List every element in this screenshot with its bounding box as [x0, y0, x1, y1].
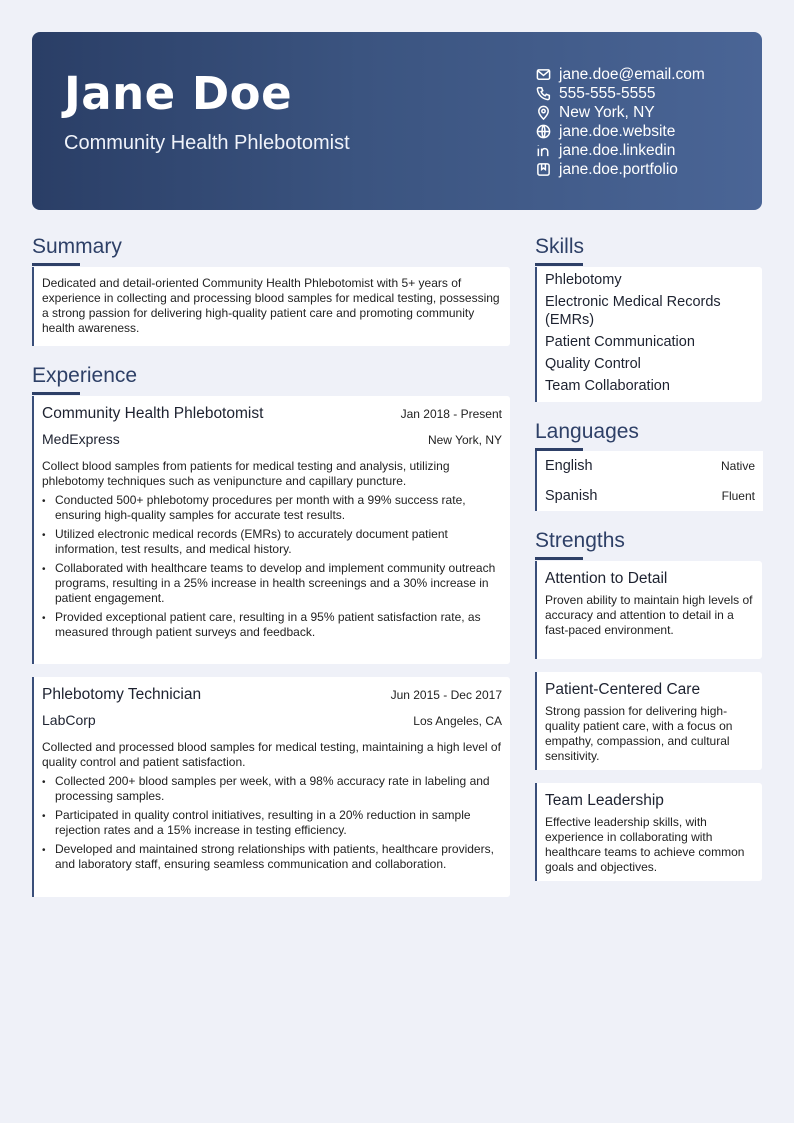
- contact-email[interactable]: [535, 65, 705, 84]
- job-location: Los Angeles, CA: [413, 714, 502, 728]
- skills-heading: Skills: [535, 235, 585, 258]
- contact-linkedin[interactable]: [535, 141, 705, 160]
- contact-list: [535, 65, 705, 179]
- portfolio-icon: [535, 162, 551, 178]
- job-bullets: [42, 493, 502, 640]
- language-row: [535, 451, 763, 481]
- job-description: Collect blood samples from patients for medical testing and analysis, utilizing phlebotomy techniques such as venipuncture and capillary puncture.: [42, 459, 450, 488]
- job-bullet: • Collected 200+ blood samples per week, with a 98% accuracy rate in labeling and processing samples.: [42, 774, 502, 804]
- contact-phone[interactable]: [535, 84, 705, 103]
- contact-website-text: jane.doe.website: [559, 122, 676, 140]
- language-row: [535, 481, 763, 511]
- job-description: Collected and processed blood samples for medical testing, maintaining a high level of quality control and patient satisfaction.: [42, 740, 501, 769]
- experience-heading: Experience: [32, 364, 138, 387]
- job-header: [42, 405, 502, 423]
- job-bullet: • Participated in quality control initiatives, resulting in a 20% reduction in sample rejection rates and a 15% increase in testing efficiency.: [42, 808, 502, 838]
- strength-description: Effective leadership skills, with experience in collaborating with healthcare teams to achieve common goals and objectives.: [545, 815, 745, 874]
- strengths-heading: Strengths: [535, 529, 625, 552]
- job-bullet: • Collaborated with healthcare teams to develop and implement community outreach programs, resulting in a 25% increase in health screenings and a 30% increase in patient engagement.: [42, 561, 502, 606]
- summary-heading: Summary: [32, 235, 122, 258]
- strength-description: Proven ability to maintain high levels of accuracy and attention to detail in a fast-paced environment.: [545, 593, 753, 637]
- skills-card: [535, 267, 762, 402]
- contact-location-text: New York, NY: [559, 103, 655, 121]
- job-date: Jan 2018 - Present: [400, 407, 502, 421]
- skill-item: Electronic Medical Records (EMRs): [545, 294, 721, 328]
- strength-title: Team Leadership: [545, 792, 664, 809]
- job-company: LabCorp: [42, 712, 96, 728]
- job-bullets: [42, 774, 502, 872]
- strength-title: Patient-Centered Care: [545, 681, 701, 698]
- job-entry: [32, 396, 510, 664]
- skill-item: Phlebotomy: [545, 272, 622, 288]
- skill-item: Quality Control: [545, 356, 641, 372]
- globe-icon: [535, 124, 551, 140]
- linkedin-icon: [535, 143, 551, 159]
- language-name: Spanish: [545, 488, 598, 504]
- language-name: English: [545, 458, 593, 474]
- contact-email-text: jane.doe@email.com: [559, 65, 705, 83]
- summary-card: [32, 267, 510, 346]
- strength-card: [535, 672, 762, 770]
- job-title: Community Health Phlebotomist: [42, 405, 264, 422]
- languages-list: [535, 451, 763, 513]
- contact-website[interactable]: [535, 122, 705, 141]
- skill-item: Team Collaboration: [545, 378, 670, 394]
- language-level: Native: [720, 459, 755, 473]
- job-subheader: [42, 712, 502, 728]
- candidate-title: Community Health Phlebotomist: [64, 132, 350, 154]
- strength-title: Attention to Detail: [545, 570, 668, 587]
- strength-card: [535, 783, 762, 881]
- job-bullet: • Utilized electronic medical records (EMRs) to accurately document patient information, test results, and medical history.: [42, 527, 502, 557]
- strength-description: Strong passion for delivering high-quality patient care, with a focus on empathy, compassion, and cultural sensitivity.: [545, 704, 733, 763]
- contact-location: [535, 103, 705, 122]
- job-subheader: [42, 431, 502, 447]
- phone-icon: [535, 86, 551, 102]
- job-date: Jun 2015 - Dec 2017: [390, 688, 502, 702]
- languages-heading: Languages: [535, 420, 639, 443]
- skill-item: Patient Communication: [545, 334, 695, 350]
- job-header: [42, 686, 502, 704]
- location-pin-icon: [535, 105, 551, 121]
- job-bullet: • Developed and maintained strong relationships with patients, healthcare providers, and laboratory staff, ensuring seamless communication and collaboration.: [42, 842, 502, 872]
- mail-icon: [535, 67, 551, 83]
- strength-card: [535, 561, 762, 659]
- resume-header: [32, 32, 762, 210]
- job-title: Phlebotomy Technician: [42, 686, 202, 703]
- job-company: MedExpress: [42, 431, 120, 447]
- candidate-name: Jane Doe: [64, 67, 293, 120]
- job-entry: [32, 677, 510, 897]
- job-bullet: • Conducted 500+ phlebotomy procedures per month with a 99% success rate, ensuring high-quality samples for accurate test results.: [42, 493, 502, 523]
- contact-portfolio[interactable]: [535, 160, 705, 179]
- job-location: New York, NY: [427, 433, 502, 447]
- summary-text: Dedicated and detail-oriented Community Health Phlebotomist with 5+ years of experience in collecting and processing blood samples for medical testing, possessing a strong passion for delivering high-quality patient care and promoting community health awareness.: [42, 276, 500, 335]
- contact-portfolio-text: jane.doe.portfolio: [559, 160, 678, 178]
- job-bullet: • Provided exceptional patient care, resulting in a 95% patient satisfaction rate, as measured through patient surveys and feedback.: [42, 610, 502, 640]
- language-level: Fluent: [721, 489, 755, 503]
- contact-phone-text: 555-555-5555: [559, 84, 656, 102]
- contact-linkedin-text: jane.doe.linkedin: [559, 141, 676, 159]
